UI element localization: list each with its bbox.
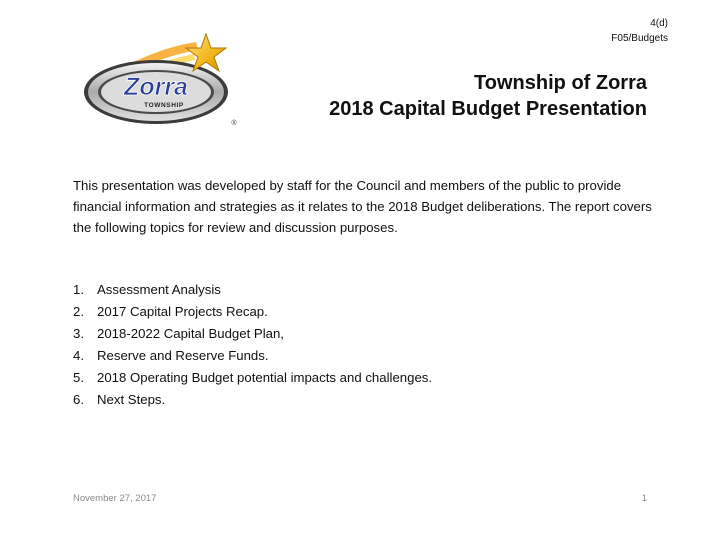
list-item: 1. Assessment Analysis bbox=[73, 282, 221, 297]
list-item: 6. Next Steps. bbox=[73, 392, 166, 407]
presentation-title-line2: 2018 Capital Budget Presentation bbox=[329, 98, 647, 120]
svg-text:Zorra: Zorra bbox=[124, 73, 188, 101]
intro-paragraph: This presentation was developed by staff for the Council and members of the public to provide financial information and strategies as it relates to the 2018 Budget deliberations. The report covers the following topics for review and discussion purposes. bbox=[73, 178, 652, 235]
footer-date: November 27, 2017 bbox=[73, 493, 157, 504]
page-number: 1 bbox=[641, 493, 647, 504]
list-item: 5. 2018 Operating Budget potential impacts and challenges. bbox=[73, 370, 433, 385]
zorra-township-logo bbox=[78, 30, 248, 130]
list-item: 4. Reserve and Reserve Funds. bbox=[73, 348, 269, 363]
svg-text:®: ® bbox=[231, 120, 237, 127]
presentation-title-line1: Township of Zorra bbox=[474, 72, 647, 94]
topics-list bbox=[73, 279, 432, 411]
list-item: 2. 2017 Capital Projects Recap. bbox=[73, 304, 268, 319]
svg-text:TOWNSHIP: TOWNSHIP bbox=[144, 102, 184, 109]
document-reference-code: 4(d) bbox=[650, 18, 668, 29]
document-file-code: F05/Budgets bbox=[611, 33, 668, 44]
list-item: 3. 2018-2022 Capital Budget Plan, bbox=[73, 326, 284, 341]
